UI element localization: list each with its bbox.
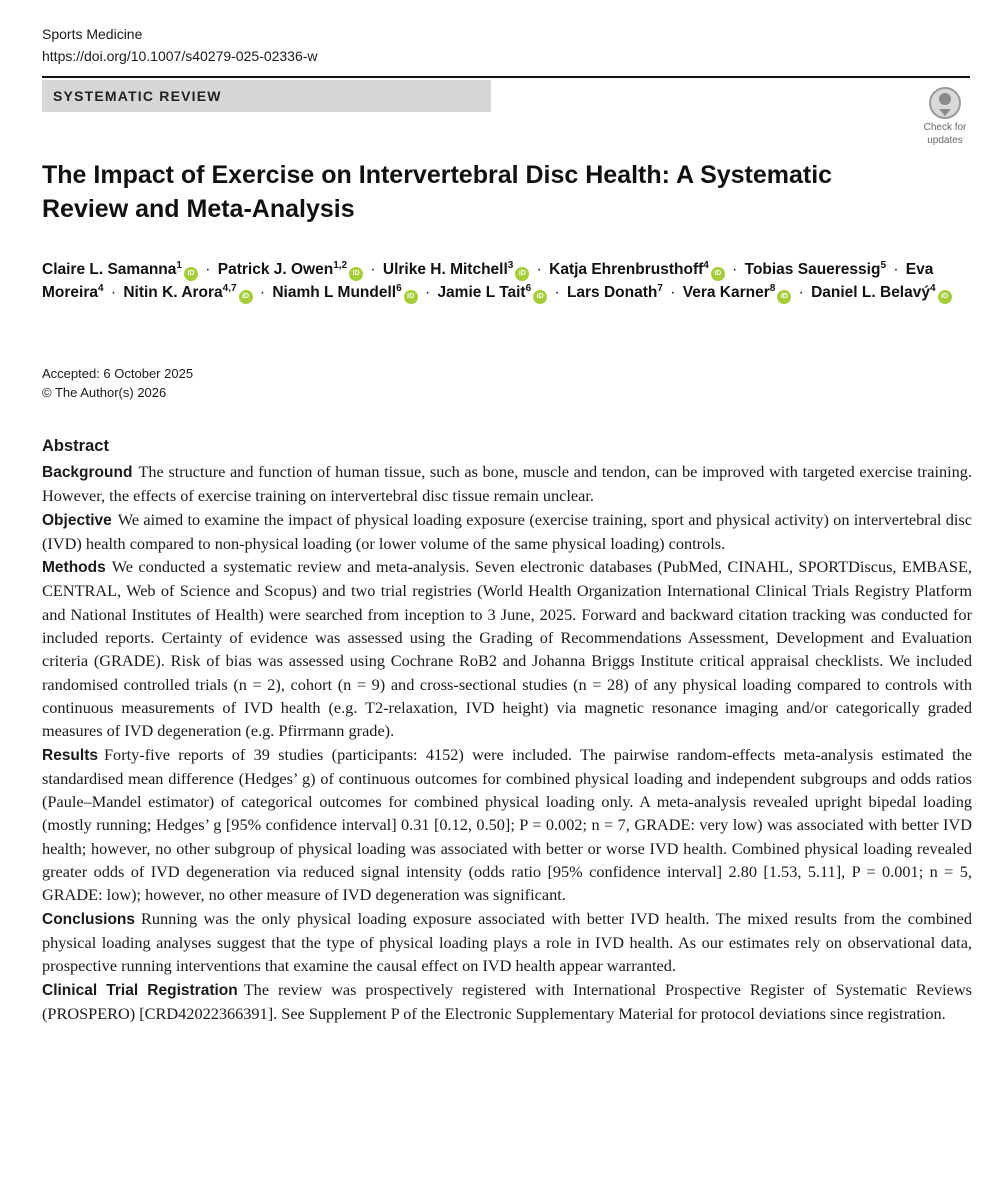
abstract-background — [42, 460, 972, 508]
abstract-methods — [42, 555, 972, 742]
author-name: Niamh L Mundell — [272, 284, 397, 301]
author — [549, 261, 725, 278]
author-affiliation: 4 — [703, 260, 709, 271]
author-affiliation: 3 — [507, 260, 514, 271]
orcid-icon[interactable]: iD — [404, 290, 418, 304]
orcid-icon[interactable]: iD — [777, 290, 791, 304]
abstract-results — [42, 743, 972, 907]
author — [272, 284, 417, 301]
orcid-icon[interactable]: iD — [349, 267, 363, 281]
abstract-text: Forty-five reports of 39 studies (participants: 4152) were included. The pairwise random-effects meta-analysis estimated the standardised mean difference (Hedges’ g) of continuous outcomes for combined physical loading and independent subgroups and odds ratios (Paule–Mandel estimator) of categorical outcomes for combined physical loading only. A meta-analysis revealed upright bipedal loading (mostly running; Hedges’ g [95% confidence interval] 0.31 [0.12, 0.50]; P = 0.002; n = 7, GRADE: very low) was associated with better IVD health; however, no other subgroup of physical loading was associated with better or worse IVD health. Combined physical loading revealed greater odds of IVD degeneration via reduced signal intensity (odds ratio [95% confidence interval] 2.80 [1.53, 5.11], P = 0.001; n = 5, GRADE: low); however, no other measure of IVD degeneration was significant. — [42, 744, 972, 905]
copyright-notice: © The Author(s) 2026 — [42, 385, 167, 400]
author-name: Jamie L Tait — [437, 284, 526, 301]
abstract-label: Objective — [42, 511, 112, 529]
author-name: Tobias Saueressig — [744, 261, 881, 278]
author-separator: · — [255, 284, 270, 301]
abstract-text: We aimed to examine the impact of physical loading exposure (exercise training, sport and physical activity) on intervertebral disc (IVD) health compared to non-physical loading (or lower volume of the same physical loading) controls. — [42, 509, 972, 553]
author-name: Daniel L. Belavý — [811, 284, 930, 301]
abstract-label: Results — [42, 746, 98, 764]
author-name: Lars Donath — [566, 284, 658, 301]
author-affiliation: 5 — [880, 260, 887, 271]
author-affiliation: 8 — [769, 283, 776, 294]
author-separator: · — [550, 284, 564, 301]
author — [218, 261, 363, 278]
author — [745, 261, 886, 278]
abstract-body — [42, 460, 972, 1025]
orcid-icon[interactable]: iD — [239, 290, 253, 304]
abstract-objective — [42, 508, 972, 556]
orcid-icon[interactable]: iD — [533, 290, 547, 304]
abstract-text: The review was prospectively registered with International Prospective Register of Systematic Reviews (PROSPERO) [CRD42022366391]. See Supplement P of the Electronic Supplementary Material for protocol deviations since registration. — [42, 979, 972, 1023]
author-affiliation: 1,2 — [333, 260, 348, 271]
article-type-banner: SYSTEMATIC REVIEW — [42, 80, 491, 112]
abstract-text: Running was the only physical loading exposure associated with better IVD health. The mixed results from the combined physical loading analyses suggest that the type of physical loading plays a role in IVD health. As our estimates rely on observational data, prospective running interventions that examine the causal effect on IVD health appear warranted. — [42, 908, 972, 976]
author-name: Vera Karner — [682, 284, 770, 301]
author-name: Claire L. Samanna — [42, 261, 177, 278]
orcid-icon[interactable]: iD — [938, 290, 952, 304]
author-affiliation: 1 — [176, 260, 182, 271]
author-name: Patrick J. Owen — [217, 261, 334, 278]
author-affiliation: 7 — [657, 283, 663, 294]
author — [811, 284, 951, 301]
abstract-trial-registration — [42, 978, 972, 1026]
author-name: Eva Moreira — [42, 261, 934, 301]
author-separator: · — [665, 284, 680, 301]
author-separator: · — [889, 261, 903, 278]
author-separator: · — [420, 284, 435, 301]
journal-name: Sports Medicine — [42, 26, 143, 42]
author-separator: · — [106, 284, 121, 301]
author-separator: · — [727, 261, 742, 278]
author-affiliation: 6 — [525, 283, 532, 294]
check-for-updates-line2: updates — [927, 135, 963, 146]
abstract-heading: Abstract — [42, 437, 109, 455]
author — [567, 284, 663, 301]
author-separator: · — [366, 261, 380, 278]
author-name: Nitin K. Arora — [123, 284, 223, 301]
author-affiliation: 4,7 — [222, 283, 237, 294]
author-affiliation: 4 — [929, 283, 936, 294]
author-affiliation: 6 — [396, 283, 402, 294]
check-for-updates-line1: Check for — [923, 122, 967, 133]
author — [123, 284, 252, 301]
accepted-date: Accepted: 6 October 2025 — [42, 366, 194, 381]
author — [683, 284, 792, 301]
abstract-text: The structure and function of human tissue, such as bone, muscle and tendon, can be improved with targeted exercise training. However, the effects of exercise training on intervertebral disc tissue remain unclear. — [42, 462, 972, 506]
orcid-icon[interactable]: iD — [515, 267, 529, 281]
header-rule — [42, 76, 970, 78]
check-for-updates-badge[interactable] — [917, 86, 973, 146]
abstract-label: Methods — [42, 559, 106, 577]
author — [42, 261, 198, 278]
abstract-label: Clinical Trial Registration — [42, 981, 238, 999]
author-separator: · — [532, 261, 547, 278]
abstract-label: Conclusions — [42, 910, 136, 928]
author — [383, 261, 529, 278]
abstract-text: We conducted a systematic review and meta-analysis. Seven electronic databases (PubMed, CINAHL, SPORTDiscus, EMBASE, CENTRAL, Web of Science and Scopus) and two trial registries (World Health Organization International Clinical Trials Registry Platform and National Institutes of Health) were searched from inception to 3 June, 2025. Forward and backward citation tracking was conducted for included reports. Certainty of evidence was assessed using the Grading of Recommendations Assessment, Development and Evaluation criteria (GRADE). Risk of bias was assessed using Cochrane RoB2 and Johanna Briggs Institute critical appraisal checklists. We included randomised controlled trials (n = 2), cohort (n = 9) and cross-sectional studies (n = 28) of any physical loading compared to controls with continuous measurements of IVD health (e.g. T2-relaxation, IVD height) via magnetic resonance imaging and/or categorically graded measures of IVD degeneration (e.g. Pfirrmann grade). — [42, 557, 972, 741]
article-title: The Impact of Exercise on Intervertebral Disc Health: A Systematic Review and Meta-Analysis — [42, 161, 833, 223]
author-name: Katja Ehrenbrusthoff — [549, 261, 704, 278]
doi-link[interactable]: https://doi.org/10.1007/s40279-025-02336-w — [42, 48, 318, 64]
orcid-icon[interactable]: iD — [711, 267, 725, 281]
abstract-conclusions — [42, 907, 972, 978]
author-name: Ulrike H. Mitchell — [382, 261, 508, 278]
abstract-label: Background — [42, 464, 133, 481]
author — [437, 284, 547, 301]
crossmark-icon — [928, 86, 962, 120]
author-separator: · — [794, 284, 809, 301]
author-list — [42, 258, 972, 304]
author-separator: · — [200, 261, 215, 278]
author-affiliation: 4 — [98, 283, 104, 294]
orcid-icon[interactable]: iD — [184, 267, 198, 281]
